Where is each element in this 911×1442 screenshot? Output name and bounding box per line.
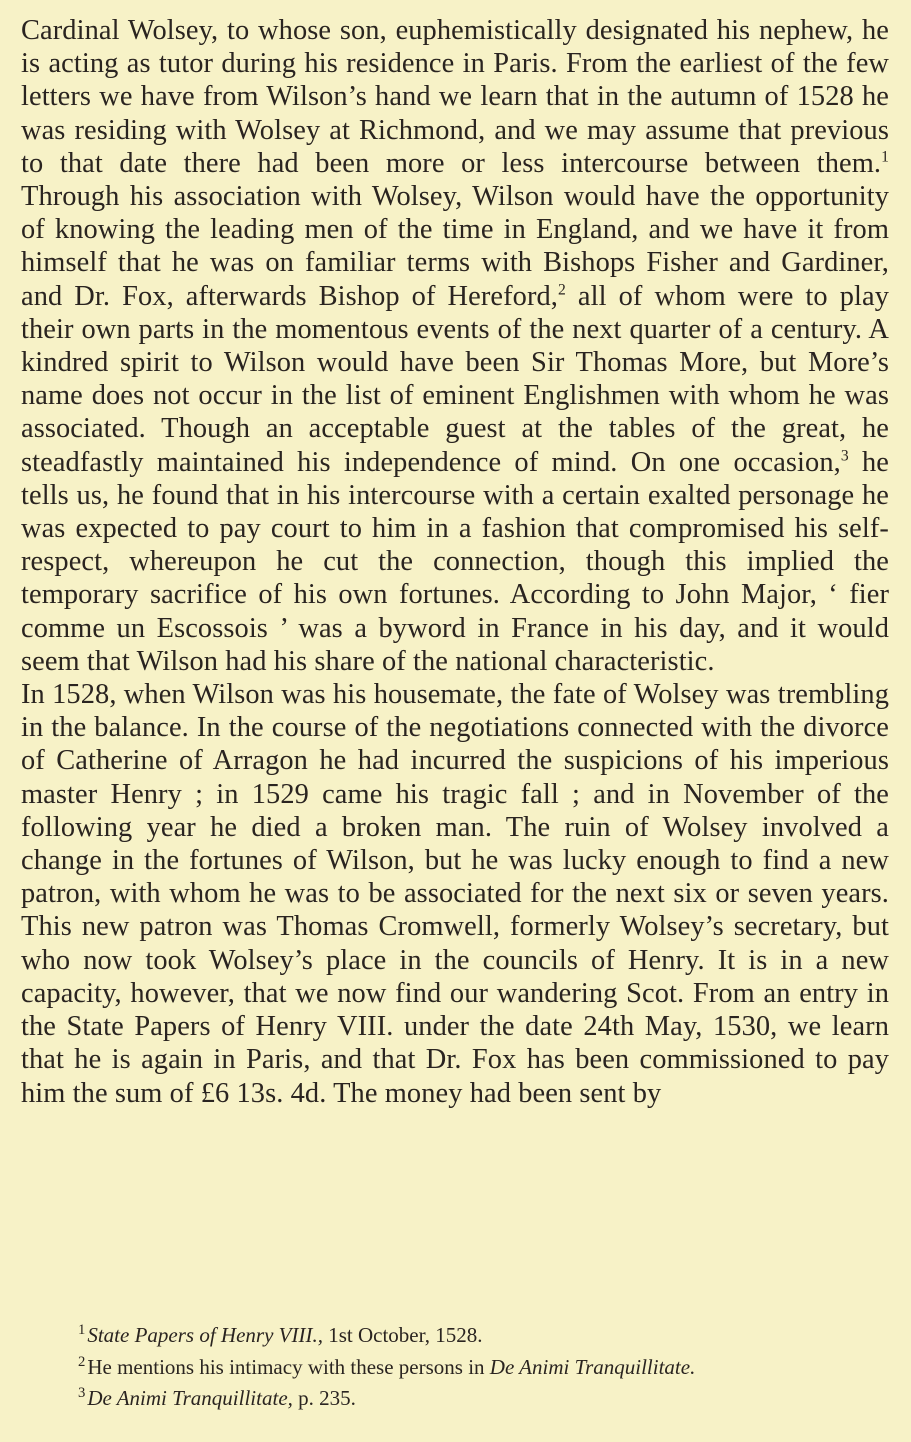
footnote-1-text: 1st October, 1528. — [322, 1323, 483, 1347]
paragraph-2-text: In 1528, when Wilson was his housemate, the fate of Wolsey was trembling in the balance. In the course of the negotiations connected with the divorce of Catherine of Arragon he had incurred the suspicions of his imperious master Henry ; in 1529 came his tragic fall ; and in November of the following year he died a broken man. The ruin of Wolsey involved a change in the fortunes of Wilson, but he was lucky enough to find a new patron, with whom he was to be associated for the next six or seven years. This new patron was Thomas Cromwell, formerly Wolsey’s secretary, but who now took Wolsey’s place in the councils of Henry. It is in a new capacity, however, that we now find our wandering Scot. From an entry in the State Papers of Henry VIII. under the date 24th May, 1530, we learn that he is again in Paris, and that Dr. Fox has been commissioned to pay him the sum of £6 13s. 4d. The money had been sent by — [21, 679, 889, 1109]
paragraph-2 — [21, 678, 889, 1110]
footnote-3-title: De Animi Tranquillitate, — [87, 1386, 293, 1410]
footnote-1-number: 1 — [78, 1322, 86, 1338]
footnote-2 — [78, 1352, 878, 1384]
paragraph-1-sentence-4: he tells us, he found that in his intercourse with a certain exalted personage he was expected to pay court to him in a fashion that compromised his self-respect, whereupon he cut the connection, though this implied the temporary sacrifice of his own fortunes. According to John Major, ‘ fier comme un Escossois ’ was a byword in France in his day, and it would seem that Wilson had his share of the national characteristic. — [21, 446, 889, 677]
footnote-3 — [78, 1383, 878, 1415]
paragraph-1 — [21, 14, 889, 678]
footnote-2-number: 2 — [78, 1353, 86, 1370]
footnote-ref-3: 3 — [840, 447, 849, 465]
footnote-3-text: p. 235. — [292, 1386, 356, 1410]
footnote-3-number: 3 — [78, 1385, 86, 1401]
paragraph-1-sentence-3: all of whom were to play their own parts in the momentous events of the next quarter of a century. A kindred spirit to Wilson would have been Sir Thomas More, but More’s name does not occur in the list of eminent Englishmen with whom he was associated. Though an acceptable guest at the tables of the great, he steadfastly maintained his independence of mind. On one occasion, — [21, 280, 889, 478]
footnote-1-title: State Papers of Henry VIII., — [87, 1323, 323, 1347]
footnotes — [78, 1320, 878, 1415]
footnote-1 — [78, 1320, 878, 1352]
paragraph-1-sentence-2: Through his association with Wolsey, Wilson would have the opportunity of knowing the leading men of the time in England, and we have it from himself that he was on familiar terms with Bishops Fisher and Gardiner, and Dr. Fox, afterwards Bishop of Hereford, — [21, 181, 889, 312]
paragraph-1-sentence-1: Cardinal Wolsey, to whose son, euphemistically designated his nephew, he is acting as tutor during his residence in Paris. From the earliest of the few letters we have from Wilson’s hand we learn that in the autumn of 1528 he was residing with Wolsey at Richmond, and we may assume that previous to that date there had been more or less intercourse between them. — [21, 15, 889, 179]
footnote-2-title: De Animi Tranquillitate. — [489, 1354, 696, 1379]
footnote-ref-1: 1 — [881, 148, 889, 166]
footnote-2-text: He mentions his intimacy with these persons in — [87, 1354, 490, 1379]
footnote-ref-2: 2 — [558, 281, 566, 299]
